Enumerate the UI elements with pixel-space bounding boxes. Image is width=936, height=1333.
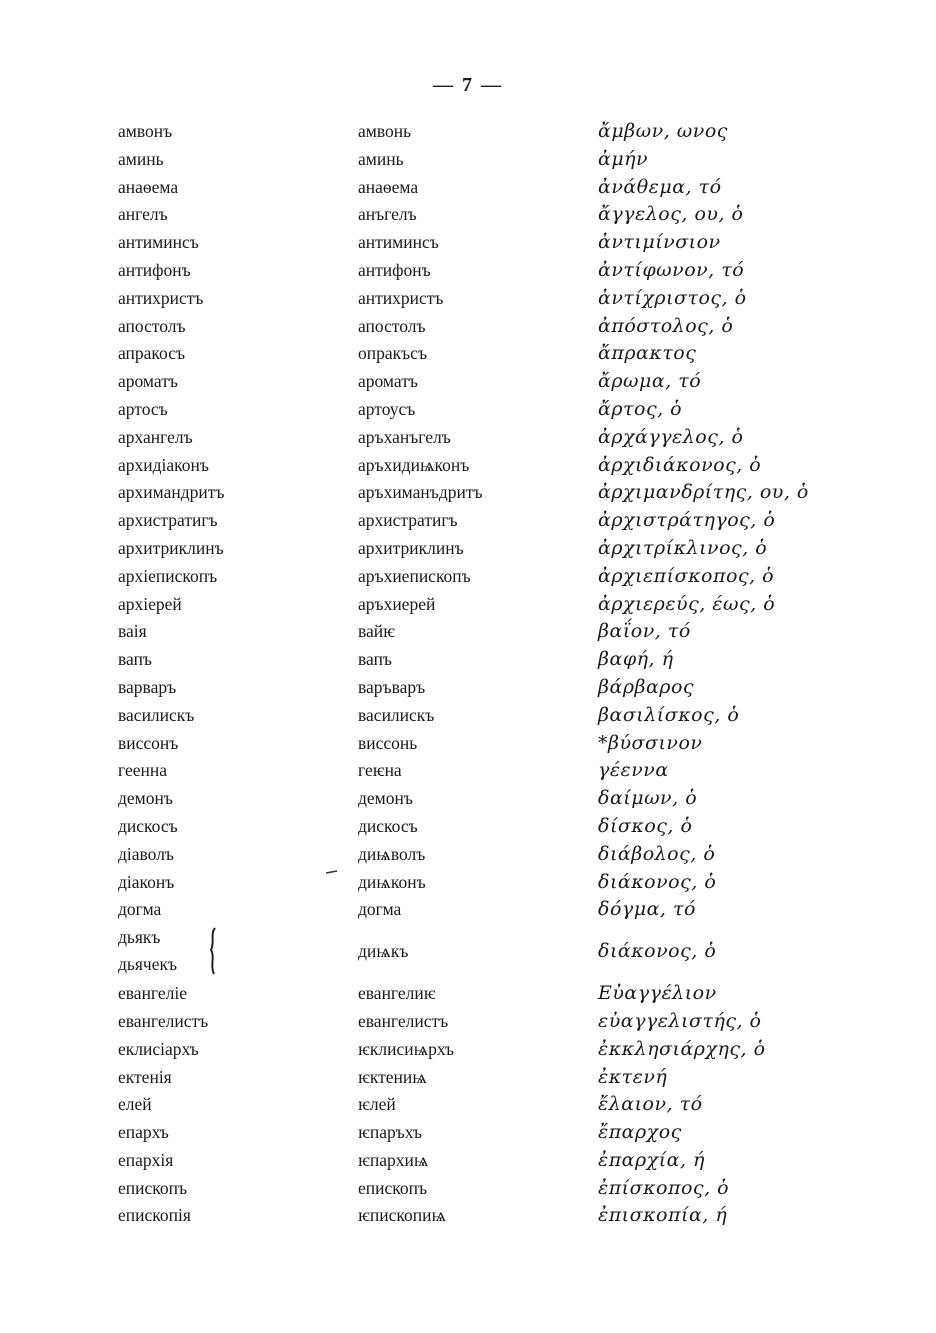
entry-row bbox=[0, 646, 936, 674]
entry-row bbox=[0, 313, 936, 341]
slavonic-word: вапъ bbox=[358, 649, 392, 670]
greek-word: ἀρχιερεύς, έως, ὁ bbox=[598, 592, 776, 615]
russian-word: архистратигъ bbox=[118, 510, 218, 531]
greek-word: δόγμα, τό bbox=[598, 898, 696, 921]
greek-word: ἀρχιμανδρίτης, ου, ὁ bbox=[598, 481, 809, 504]
entry-row bbox=[0, 674, 936, 702]
entry-row bbox=[0, 452, 936, 480]
slavonic-word: епископъ bbox=[358, 1177, 428, 1198]
entry-row bbox=[0, 479, 936, 507]
slavonic-word: василискъ bbox=[358, 704, 435, 725]
entry-row bbox=[0, 174, 936, 202]
russian-word: ваія bbox=[118, 621, 147, 642]
russian-word: архитриклинъ bbox=[118, 537, 224, 558]
russian-word: евангеліе bbox=[118, 983, 188, 1004]
greek-word: ἔπαρχος bbox=[598, 1121, 682, 1144]
entry-row bbox=[0, 869, 936, 897]
russian-word: антихристъ bbox=[118, 287, 204, 308]
entry-row bbox=[0, 896, 936, 924]
slavonic-word: ѥлей bbox=[358, 1094, 396, 1115]
russian-word: діаволъ bbox=[118, 843, 174, 864]
russian-word: евангелистъ bbox=[118, 1010, 209, 1031]
slavonic-word: аминь bbox=[358, 148, 404, 169]
slavonic-word: диѩконъ bbox=[358, 871, 426, 892]
slavonic-word: аръханъгелъ bbox=[358, 426, 451, 447]
slavonic-word: аръхидиѩконъ bbox=[358, 454, 470, 475]
entry-row bbox=[0, 340, 936, 368]
slavonic-word: архистратигъ bbox=[358, 510, 458, 531]
slavonic-word: архитриклинъ bbox=[358, 537, 464, 558]
russian-word: василискъ bbox=[118, 704, 195, 725]
greek-word: δίσκος, ὁ bbox=[598, 814, 693, 837]
greek-word: ἄγγελος, ου, ὁ bbox=[598, 203, 744, 226]
entry-row bbox=[0, 785, 936, 813]
slavonic-word: опракъсъ bbox=[358, 343, 428, 364]
entry-row bbox=[0, 1064, 936, 1092]
greek-word: ἐκτενή bbox=[598, 1065, 668, 1088]
greek-word: ἐπισκοπία, ή bbox=[598, 1204, 728, 1227]
greek-word: ἀνάθεμα, τό bbox=[598, 175, 722, 198]
page-number: — 7 — bbox=[433, 74, 503, 96]
entry-row bbox=[0, 757, 936, 785]
greek-word: ἄμβων, ωνος bbox=[598, 120, 728, 142]
slavonic-word: ароматъ bbox=[358, 371, 418, 392]
russian-word: демонъ bbox=[118, 788, 173, 809]
slavonic-word: геѥна bbox=[358, 760, 402, 781]
greek-word: ἀρχάγγελος, ὁ bbox=[598, 425, 744, 448]
entry-row bbox=[0, 841, 936, 869]
greek-word: εὐαγγελιστής, ὁ bbox=[598, 1009, 762, 1032]
russian-word: епископъ bbox=[118, 1177, 188, 1198]
greek-word: δαίμων, ὁ bbox=[598, 787, 698, 810]
russian-word: елей bbox=[118, 1094, 152, 1115]
russian-word: антифонъ bbox=[118, 259, 191, 280]
entry-row bbox=[0, 535, 936, 563]
russian-word: ангелъ bbox=[118, 204, 168, 225]
greek-word: ἀρχιδιάκονος, ὁ bbox=[598, 453, 762, 476]
russian-word: архіепископъ bbox=[118, 565, 218, 586]
entry-row bbox=[0, 229, 936, 257]
slavonic-word: диѩкъ bbox=[358, 941, 409, 962]
slavonic-word: артоусъ bbox=[358, 398, 416, 419]
russian-word: антиминсъ bbox=[118, 232, 199, 253]
entry-row bbox=[0, 285, 936, 313]
greek-word: ἄπρακτος bbox=[598, 342, 697, 365]
entry-row bbox=[0, 201, 936, 229]
brace-mark bbox=[206, 926, 220, 976]
slavonic-word: ѥклисиѩрхъ bbox=[358, 1038, 455, 1059]
slavonic-word: догма bbox=[358, 899, 402, 920]
russian-word: вапъ bbox=[118, 649, 152, 670]
russian-word: дьякъ bbox=[118, 927, 161, 948]
slavonic-word: евангелиѥ bbox=[358, 983, 436, 1004]
entry-row-double bbox=[0, 924, 936, 980]
entry-row bbox=[0, 396, 936, 424]
greek-word: διάβολος, ὁ bbox=[598, 842, 716, 865]
entry-list bbox=[0, 118, 936, 1230]
slavonic-word: вайѥ bbox=[358, 621, 396, 642]
slavonic-word: диѩволъ bbox=[358, 843, 426, 864]
greek-word: ἀρχιστράτηγος, ὁ bbox=[598, 509, 776, 532]
greek-word: ἀντίφωνον, τό bbox=[598, 258, 745, 281]
slavonic-word: анаѳема bbox=[358, 176, 419, 197]
slavonic-word: антихристъ bbox=[358, 287, 444, 308]
russian-word: варваръ bbox=[118, 676, 177, 697]
greek-word: ἀπόστολος, ὁ bbox=[598, 314, 734, 337]
russian-word: дискосъ bbox=[118, 815, 178, 836]
entry-row bbox=[0, 257, 936, 285]
entry-row bbox=[0, 1147, 936, 1175]
entry-row bbox=[0, 1119, 936, 1147]
entry-row bbox=[0, 118, 936, 146]
russian-word: архангелъ bbox=[118, 426, 193, 447]
entry-row bbox=[0, 1036, 936, 1064]
greek-word: ἄρτος, ὁ bbox=[598, 397, 683, 420]
russian-word: амвонъ bbox=[118, 121, 173, 141]
russian-word: виссонъ bbox=[118, 732, 179, 753]
entry-row bbox=[0, 730, 936, 758]
russian-word: артосъ bbox=[118, 398, 168, 419]
greek-word: γέεννα bbox=[598, 759, 669, 782]
slavonic-word: дискосъ bbox=[358, 815, 418, 836]
entry-row bbox=[0, 702, 936, 730]
slavonic-word: аръхиепископъ bbox=[358, 565, 471, 586]
entry-row bbox=[0, 618, 936, 646]
greek-word: ἀμήν bbox=[598, 147, 649, 170]
entry-row bbox=[0, 1175, 936, 1203]
russian-word: ектенія bbox=[118, 1066, 172, 1087]
entry-row bbox=[0, 424, 936, 452]
slavonic-word: ѥпархиѩ bbox=[358, 1149, 429, 1170]
slavonic-word: евангелистъ bbox=[358, 1010, 449, 1031]
greek-word: ἐπαρχία, ή bbox=[598, 1148, 705, 1171]
greek-word: ἔλαιον, τό bbox=[598, 1093, 703, 1116]
entry-row bbox=[0, 1202, 936, 1230]
greek-word: βασιλίσκος, ὁ bbox=[598, 703, 740, 726]
russian-word: епископія bbox=[118, 1205, 191, 1226]
greek-word: ἀντιμίνσιον bbox=[598, 231, 721, 254]
greek-word: ἄρωμα, τό bbox=[598, 370, 702, 393]
slavonic-word: анъгелъ bbox=[358, 204, 417, 225]
entry-row bbox=[0, 1008, 936, 1036]
russian-word: архіерей bbox=[118, 593, 182, 614]
greek-word: ἀρχιεπίσκοπος, ὁ bbox=[598, 564, 775, 587]
entry-row bbox=[0, 591, 936, 619]
slavonic-word: ѥпископиѩ bbox=[358, 1205, 447, 1226]
slavonic-word: виссонь bbox=[358, 732, 418, 753]
russian-word: догма bbox=[118, 899, 162, 920]
slavonic-word: аръхиерей bbox=[358, 593, 436, 614]
entry-row bbox=[0, 980, 936, 1008]
russian-word: дьячекъ bbox=[118, 954, 178, 975]
russian-word: апостолъ bbox=[118, 315, 186, 336]
entry-row bbox=[0, 813, 936, 841]
greek-word: βαΐον, τό bbox=[598, 620, 691, 643]
greek-word: ἀρχιτρίκλινος, ὁ bbox=[598, 536, 768, 559]
russian-word: еклисіархъ bbox=[118, 1038, 199, 1059]
greek-word: ἐπίσκοπος, ὁ bbox=[598, 1176, 730, 1199]
slavonic-word: ѥктениѩ bbox=[358, 1066, 427, 1087]
russian-word: архимандритъ bbox=[118, 482, 225, 503]
greek-word: *βύσσινον bbox=[598, 731, 703, 754]
slavonic-word: демонъ bbox=[358, 788, 413, 809]
stray-mark bbox=[326, 870, 338, 874]
russian-word: діаконъ bbox=[118, 871, 175, 892]
greek-word: βάρβαρος bbox=[598, 675, 695, 698]
slavonic-word: ѥпаръхъ bbox=[358, 1122, 422, 1143]
slavonic-word: амвонь bbox=[358, 121, 412, 141]
russian-word: геенна bbox=[118, 760, 167, 781]
entry-row bbox=[0, 507, 936, 535]
russian-word: апракосъ bbox=[118, 343, 186, 364]
greek-word: Εὐαγγέλιον bbox=[598, 982, 717, 1005]
greek-word: διάκονος, ὁ bbox=[598, 870, 717, 893]
slavonic-word: антифонъ bbox=[358, 259, 431, 280]
russian-word: анаѳема bbox=[118, 176, 179, 197]
slavonic-word: антиминсъ bbox=[358, 232, 439, 253]
russian-word: епархъ bbox=[118, 1122, 169, 1143]
greek-word: ἀντίχριστος, ὁ bbox=[598, 286, 747, 309]
slavonic-word: варъваръ bbox=[358, 676, 426, 697]
greek-word: διάκονος, ὁ bbox=[598, 940, 717, 963]
russian-word: архидіаконъ bbox=[118, 454, 209, 475]
slavonic-word: аръхиманъдритъ bbox=[358, 482, 483, 503]
entry-row bbox=[0, 146, 936, 174]
entry-row bbox=[0, 1091, 936, 1119]
greek-word: ἐκκλησιάρχης, ὁ bbox=[598, 1037, 766, 1060]
russian-word: епархія bbox=[118, 1149, 174, 1170]
entry-row bbox=[0, 563, 936, 591]
russian-word: ароматъ bbox=[118, 371, 178, 392]
slavonic-word: апостолъ bbox=[358, 315, 426, 336]
greek-word: βαφή, ή bbox=[598, 648, 674, 671]
russian-word: аминь bbox=[118, 148, 164, 169]
entry-row bbox=[0, 368, 936, 396]
